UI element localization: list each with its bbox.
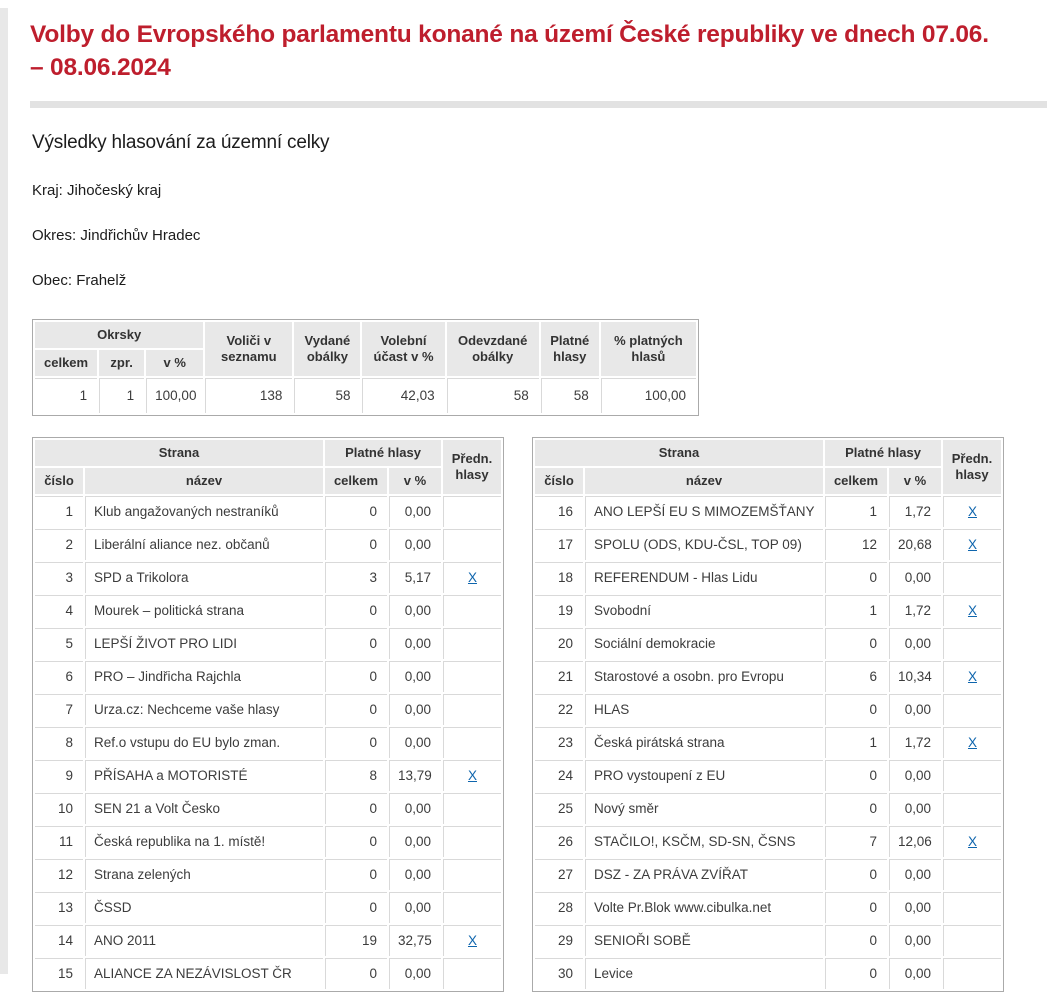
party-number: 13 xyxy=(35,892,83,923)
party-row xyxy=(35,661,501,692)
party-header-nazev: název xyxy=(585,468,823,494)
summary-table xyxy=(32,319,699,416)
pref-votes-cell xyxy=(943,925,1001,956)
party-row xyxy=(35,859,501,890)
party-number: 14 xyxy=(35,925,83,956)
party-name: ČSSD xyxy=(85,892,323,923)
party-name: Sociální demokracie xyxy=(585,628,823,659)
party-votes-pct: 0,00 xyxy=(389,727,441,758)
pref-votes-cell xyxy=(943,892,1001,923)
party-votes-pct: 0,00 xyxy=(889,958,941,989)
party-name: PRO – Jindřicha Rajchla xyxy=(85,661,323,692)
party-row xyxy=(35,727,501,758)
party-votes-total: 0 xyxy=(325,595,387,626)
party-number: 12 xyxy=(35,859,83,890)
party-row xyxy=(535,496,1001,527)
party-votes-pct: 0,00 xyxy=(389,859,441,890)
title-divider xyxy=(30,101,1047,108)
party-votes-total: 0 xyxy=(825,694,887,725)
party-votes-total: 0 xyxy=(325,628,387,659)
party-row xyxy=(535,727,1001,758)
summary-header-odevzdane-obalky: Odevzdané obálky xyxy=(447,322,539,376)
party-votes-total: 1 xyxy=(825,595,887,626)
summary-header-pct-platnych: % platných hlasů xyxy=(601,322,696,376)
party-votes-total: 0 xyxy=(825,958,887,989)
party-name: Svobodní xyxy=(585,595,823,626)
party-row xyxy=(535,793,1001,824)
party-row xyxy=(535,628,1001,659)
party-name: Starostové a osobn. pro Evropu xyxy=(585,661,823,692)
party-header-platne-hlasy: Platné hlasy xyxy=(325,440,441,466)
obec-line xyxy=(32,272,1047,289)
party-number: 17 xyxy=(535,529,583,560)
party-name: SPD a Trikolora xyxy=(85,562,323,593)
party-row xyxy=(535,826,1001,857)
party-votes-total: 0 xyxy=(325,661,387,692)
party-header-celkem: celkem xyxy=(325,468,387,494)
party-name: PŘÍSAHA a MOTORISTÉ xyxy=(85,760,323,791)
kraj-value: Jihočeský kraj xyxy=(67,182,162,199)
pref-votes-cell xyxy=(943,793,1001,824)
party-votes-total: 3 xyxy=(325,562,387,593)
party-number: 27 xyxy=(535,859,583,890)
pref-votes-cell xyxy=(943,595,1001,626)
pref-votes-cell xyxy=(443,727,501,758)
party-header-cislo: číslo xyxy=(535,468,583,494)
party-row xyxy=(35,562,501,593)
summary-header-volici: Voliči v seznamu xyxy=(205,322,292,376)
pref-votes-cell xyxy=(443,793,501,824)
party-votes-total: 0 xyxy=(325,958,387,989)
party-number: 8 xyxy=(35,727,83,758)
party-votes-total: 0 xyxy=(825,562,887,593)
party-header-cislo: číslo xyxy=(35,468,83,494)
pref-votes-link[interactable]: X xyxy=(467,933,477,948)
party-votes-pct: 0,00 xyxy=(389,628,441,659)
party-row xyxy=(35,628,501,659)
party-votes-total: 0 xyxy=(325,826,387,857)
kraj-line xyxy=(32,182,1047,199)
party-votes-pct: 0,00 xyxy=(889,859,941,890)
party-header-v-pct: v % xyxy=(889,468,941,494)
party-votes-total: 0 xyxy=(325,694,387,725)
party-row xyxy=(535,760,1001,791)
summary-header-vydane-obalky: Vydané obálky xyxy=(294,322,360,376)
party-votes-total: 0 xyxy=(825,892,887,923)
pref-votes-link[interactable]: X xyxy=(967,504,977,519)
party-name: REFERENDUM - Hlas Lidu xyxy=(585,562,823,593)
party-name: Strana zelených xyxy=(85,859,323,890)
pref-votes-cell xyxy=(943,562,1001,593)
party-votes-pct: 0,00 xyxy=(889,925,941,956)
party-row xyxy=(35,892,501,923)
party-number: 3 xyxy=(35,562,83,593)
party-row xyxy=(535,562,1001,593)
pref-votes-cell xyxy=(943,496,1001,527)
party-votes-pct: 1,72 xyxy=(889,496,941,527)
party-header-strana: Strana xyxy=(535,440,823,466)
summary-header-okrsky: Okrsky xyxy=(35,322,203,348)
party-votes-total: 0 xyxy=(825,628,887,659)
party-votes-pct: 1,72 xyxy=(889,727,941,758)
party-votes-total: 0 xyxy=(325,496,387,527)
party-row xyxy=(535,529,1001,560)
party-votes-pct: 0,00 xyxy=(889,793,941,824)
obec-label: Obec: xyxy=(32,272,73,289)
party-row xyxy=(535,892,1001,923)
party-name: Mourek – politická strana xyxy=(85,595,323,626)
party-votes-total: 19 xyxy=(325,925,387,956)
party-votes-pct: 0,00 xyxy=(889,760,941,791)
party-number: 22 xyxy=(535,694,583,725)
party-row xyxy=(35,529,501,560)
party-votes-total: 0 xyxy=(325,859,387,890)
party-votes-total: 1 xyxy=(825,727,887,758)
party-name: DSZ - ZA PRÁVA ZVÍŘAT xyxy=(585,859,823,890)
party-votes-pct: 12,06 xyxy=(889,826,941,857)
party-name: SENIOŘI SOBĚ xyxy=(585,925,823,956)
party-votes-pct: 0,00 xyxy=(389,793,441,824)
party-votes-pct: 10,34 xyxy=(889,661,941,692)
pref-votes-cell xyxy=(443,925,501,956)
party-votes-pct: 0,00 xyxy=(389,958,441,989)
party-name: ALIANCE ZA NEZÁVISLOST ČR xyxy=(85,958,323,989)
party-name: Česká pirátská strana xyxy=(585,727,823,758)
party-row xyxy=(535,595,1001,626)
party-number: 18 xyxy=(535,562,583,593)
party-header-predn-hlasy: Předn. hlasy xyxy=(443,440,501,494)
summary-okrsky-zpr: 1 xyxy=(99,378,144,413)
party-header-predn-hlasy: Předn. hlasy xyxy=(943,440,1001,494)
summary-volici: 138 xyxy=(205,378,292,413)
section-heading: Výsledky hlasování za územní celky xyxy=(32,132,330,153)
page-left-gutter xyxy=(0,8,8,974)
pref-votes-cell xyxy=(943,661,1001,692)
party-votes-total: 0 xyxy=(325,529,387,560)
okres-label: Okres: xyxy=(32,227,77,244)
pref-votes-link[interactable]: X xyxy=(967,669,977,684)
party-number: 23 xyxy=(535,727,583,758)
party-number: 2 xyxy=(35,529,83,560)
pref-votes-cell xyxy=(443,859,501,890)
party-votes-pct: 0,00 xyxy=(389,496,441,527)
pref-votes-link[interactable]: X xyxy=(967,735,977,750)
pref-votes-cell xyxy=(443,529,501,560)
summary-pct-platnych: 100,00 xyxy=(601,378,696,413)
summary-header-celkem: celkem xyxy=(35,350,97,376)
party-votes-total: 0 xyxy=(325,727,387,758)
pref-votes-cell xyxy=(443,661,501,692)
party-row xyxy=(35,760,501,791)
party-name: LEPŠÍ ŽIVOT PRO LIDI xyxy=(85,628,323,659)
party-name: Klub angažovaných nestraníků xyxy=(85,496,323,527)
party-number: 21 xyxy=(535,661,583,692)
pref-votes-cell xyxy=(443,595,501,626)
party-votes-total: 6 xyxy=(825,661,887,692)
party-name: ANO LEPŠÍ EU S MIMOZEMŠŤANY xyxy=(585,496,823,527)
party-number: 5 xyxy=(35,628,83,659)
pref-votes-link[interactable]: X xyxy=(967,537,977,552)
pref-votes-link[interactable]: X xyxy=(967,834,977,849)
summary-platne-hlasy: 58 xyxy=(541,378,599,413)
summary-header-volebni-ucast: Volební účast v % xyxy=(362,322,444,376)
party-header-v-pct: v % xyxy=(389,468,441,494)
party-row xyxy=(35,826,501,857)
party-row xyxy=(535,661,1001,692)
party-name: ANO 2011 xyxy=(85,925,323,956)
page-title: Volby do Evropského parlamentu konané na území České republiky ve dnech 07.06. – 08.06.2024 xyxy=(30,21,989,81)
okres-line xyxy=(32,227,1047,244)
party-votes-total: 0 xyxy=(325,793,387,824)
pref-votes-cell xyxy=(443,892,501,923)
party-votes-total: 0 xyxy=(325,892,387,923)
pref-votes-cell xyxy=(943,529,1001,560)
party-row xyxy=(535,925,1001,956)
party-name: Liberální aliance nez. občanů xyxy=(85,529,323,560)
party-name: Ref.o vstupu do EU bylo zman. xyxy=(85,727,323,758)
summary-row xyxy=(35,378,696,413)
pref-votes-cell xyxy=(943,694,1001,725)
party-number: 6 xyxy=(35,661,83,692)
party-votes-pct: 13,79 xyxy=(389,760,441,791)
pref-votes-link[interactable]: X xyxy=(967,603,977,618)
party-votes-pct: 32,75 xyxy=(389,925,441,956)
party-name: Volte Pr.Blok www.cibulka.net xyxy=(585,892,823,923)
party-number: 16 xyxy=(535,496,583,527)
obec-value: Frahelž xyxy=(76,272,127,289)
party-header-nazev: název xyxy=(85,468,323,494)
party-votes-pct: 20,68 xyxy=(889,529,941,560)
party-votes-total: 0 xyxy=(825,793,887,824)
pref-votes-cell xyxy=(443,694,501,725)
pref-votes-cell xyxy=(943,628,1001,659)
party-number: 19 xyxy=(535,595,583,626)
pref-votes-link[interactable]: X xyxy=(467,768,477,783)
pref-votes-link[interactable]: X xyxy=(467,570,477,585)
summary-vydane-obalky: 58 xyxy=(294,378,360,413)
party-number: 9 xyxy=(35,760,83,791)
party-votes-pct: 0,00 xyxy=(389,892,441,923)
party-votes-pct: 0,00 xyxy=(889,562,941,593)
party-number: 20 xyxy=(535,628,583,659)
pref-votes-cell xyxy=(943,826,1001,857)
party-row xyxy=(535,694,1001,725)
summary-okrsky-celkem: 1 xyxy=(35,378,97,413)
pref-votes-cell xyxy=(443,562,501,593)
party-votes-total: 0 xyxy=(825,760,887,791)
party-number: 29 xyxy=(535,925,583,956)
party-header-platne-hlasy: Platné hlasy xyxy=(825,440,941,466)
party-tables-container xyxy=(32,437,1047,992)
party-number: 26 xyxy=(535,826,583,857)
pref-votes-cell xyxy=(443,628,501,659)
pref-votes-cell xyxy=(443,760,501,791)
party-votes-pct: 5,17 xyxy=(389,562,441,593)
party-row xyxy=(35,925,501,956)
party-votes-pct: 0,00 xyxy=(889,628,941,659)
party-row xyxy=(35,595,501,626)
party-row xyxy=(35,793,501,824)
party-table-right xyxy=(532,437,1004,992)
party-number: 24 xyxy=(535,760,583,791)
party-header-celkem: celkem xyxy=(825,468,887,494)
summary-odevzdane-obalky: 58 xyxy=(447,378,539,413)
pref-votes-cell xyxy=(943,760,1001,791)
party-votes-total: 0 xyxy=(825,925,887,956)
party-votes-pct: 0,00 xyxy=(389,595,441,626)
party-votes-pct: 0,00 xyxy=(389,826,441,857)
pref-votes-cell xyxy=(943,727,1001,758)
party-row xyxy=(535,859,1001,890)
party-number: 1 xyxy=(35,496,83,527)
party-name: SEN 21 a Volt Česko xyxy=(85,793,323,824)
party-name: SPOLU (ODS, KDU-ČSL, TOP 09) xyxy=(585,529,823,560)
party-name: Urza.cz: Nechceme vaše hlasy xyxy=(85,694,323,725)
pref-votes-cell xyxy=(443,496,501,527)
party-number: 28 xyxy=(535,892,583,923)
party-row xyxy=(35,694,501,725)
party-name: Nový směr xyxy=(585,793,823,824)
party-votes-total: 1 xyxy=(825,496,887,527)
party-votes-total: 0 xyxy=(825,859,887,890)
party-header-strana: Strana xyxy=(35,440,323,466)
summary-header-platne-hlasy: Platné hlasy xyxy=(541,322,599,376)
party-votes-pct: 1,72 xyxy=(889,595,941,626)
party-votes-pct: 0,00 xyxy=(889,694,941,725)
party-votes-pct: 0,00 xyxy=(389,694,441,725)
party-votes-pct: 0,00 xyxy=(889,892,941,923)
party-number: 30 xyxy=(535,958,583,989)
party-table-left xyxy=(32,437,504,992)
party-name: STAČILO!, KSČM, SD-SN, ČSNS xyxy=(585,826,823,857)
party-name: HLAS xyxy=(585,694,823,725)
party-votes-total: 7 xyxy=(825,826,887,857)
okres-value: Jindřichův Hradec xyxy=(80,227,201,244)
party-row xyxy=(35,496,501,527)
party-number: 4 xyxy=(35,595,83,626)
party-votes-pct: 0,00 xyxy=(389,529,441,560)
pref-votes-cell xyxy=(943,859,1001,890)
party-number: 7 xyxy=(35,694,83,725)
summary-header-zpr: zpr. xyxy=(99,350,144,376)
party-number: 25 xyxy=(535,793,583,824)
summary-header-v-pct: v % xyxy=(146,350,203,376)
party-number: 11 xyxy=(35,826,83,857)
party-name: Česká republika na 1. místě! xyxy=(85,826,323,857)
kraj-label: Kraj: xyxy=(32,182,63,199)
party-name: Levice xyxy=(585,958,823,989)
summary-volebni-ucast: 42,03 xyxy=(362,378,444,413)
pref-votes-cell xyxy=(443,826,501,857)
party-votes-pct: 0,00 xyxy=(389,661,441,692)
party-votes-total: 8 xyxy=(325,760,387,791)
party-number: 15 xyxy=(35,958,83,989)
party-name: PRO vystoupení z EU xyxy=(585,760,823,791)
summary-okrsky-v-pct: 100,00 xyxy=(146,378,203,413)
party-votes-total: 12 xyxy=(825,529,887,560)
party-number: 10 xyxy=(35,793,83,824)
